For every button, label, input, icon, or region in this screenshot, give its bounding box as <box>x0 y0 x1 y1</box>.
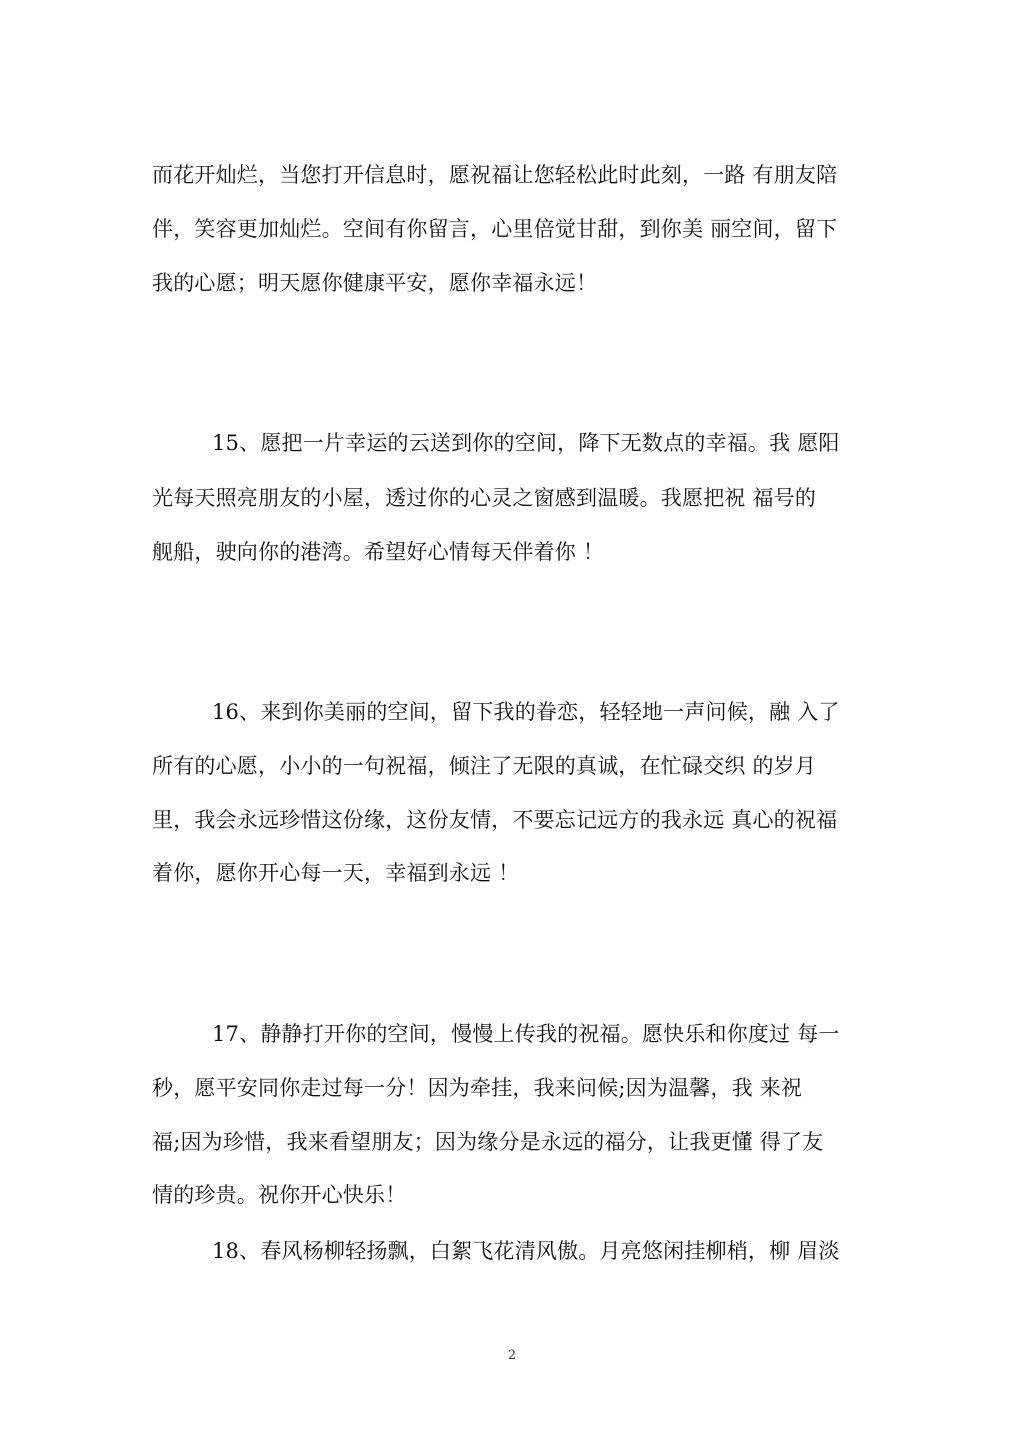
text-line: 15、愿把一片幸运的云送到你的空间，降下无数点的幸福。我 愿阳 <box>212 431 840 455</box>
text-line: 里，我会永远珍惜这份缘，这份友情，不要忘记远方的我永远 真心的祝福 <box>152 808 838 832</box>
text-line: 16、来到你美丽的空间，留下我的眷恋，轻轻地一声问候，融 入了 <box>212 700 840 724</box>
text-line: 伴，笑容更加灿烂。空间有你留言，心里倍觉甘甜，到你美 丽空间，留下 <box>152 217 838 241</box>
text-line: 光每天照亮朋友的小屋，透过你的心灵之窗感到温暖。我愿把祝 福号的 <box>152 486 817 510</box>
page-number: 2 <box>507 1348 517 1363</box>
text-line: 而花开灿烂，当您打开信息时，愿祝福让您轻松此时此刻，一路 有朋友陪 <box>152 163 838 187</box>
text-line: 我的心愿；明天愿你健康平安，愿你幸福永远！ <box>152 271 598 295</box>
text-line: 情的珍贵。祝你开心快乐！ <box>152 1183 407 1207</box>
text-line: 17、静静打开你的空间，慢慢上传我的祝福。愿快乐和你度过 每一 <box>212 1022 840 1046</box>
text-line: 着你，愿你开心每一天，幸福到永远 ！ <box>152 861 520 885</box>
text-line: 舰船，驶向你的港湾。希望好心情每天伴着你 ！ <box>152 540 605 564</box>
text-line: 所有的心愿，小小的一句祝福，倾注了无限的真诚，在忙碌交织 的岁月 <box>152 754 817 778</box>
text-line: 秒，愿平安同你走过每一分！因为牵挂，我来问候;因为温馨，我 来祝 <box>152 1076 803 1100</box>
text-line: 18、春风杨柳轻扬飘，白絮飞花清风傲。月亮悠闲挂柳梢，柳 眉淡 <box>212 1239 840 1263</box>
text-line: 福;因为珍惜，我来看望朋友；因为缘分是永远的福分，让我更懂 得了友 <box>152 1130 824 1154</box>
